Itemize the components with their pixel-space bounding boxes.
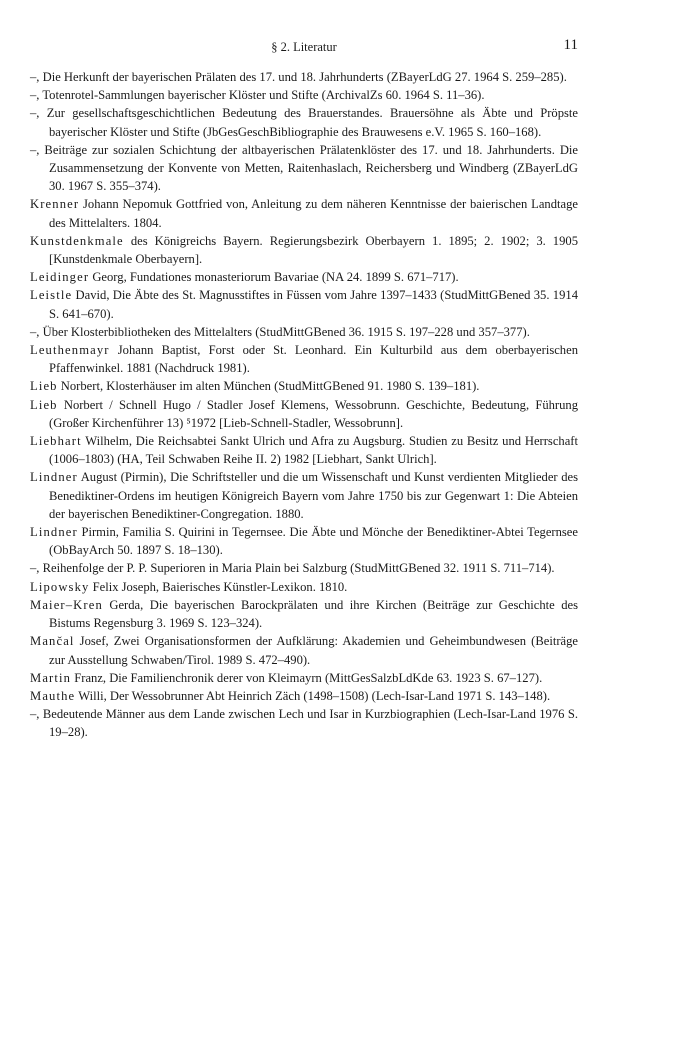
bibliography-entry xyxy=(30,596,578,632)
entry-text: Johann Baptist, Forst oder St. Leonhard. Ein Kulturbild aus dem oberbayerischen Pfaffenwinkel. 1881 (Nachdruck 1981). xyxy=(49,343,578,376)
entry-author: Martin xyxy=(30,670,72,685)
entry-author: Leuthenmayr xyxy=(30,343,110,358)
bibliography-entry xyxy=(30,323,578,341)
entry-text: –, Beiträge zur sozialen Schichtung der altbayerischen Prälatenklöster des 17. und 18. Jahrhunderts. Die Zusammensetzung der Konvente von Metten, Raitenhaslach, Reichersberg und Windberg (ZBayerLdG 30. 1967 S. 355–374). xyxy=(30,142,578,194)
bibliography-entry xyxy=(30,68,578,86)
entry-author: Lieb xyxy=(30,397,58,412)
entry-text: Franz, Die Familienchronik derer von Kleimayrn (MittGesSalzbLdKde 63. 1923 S. 67–127). xyxy=(71,670,543,685)
bibliography-entry xyxy=(30,432,578,468)
bibliography-entry xyxy=(30,104,578,140)
entry-text: August (Pirmin), Die Schriftsteller und die um Wissenschaft und Kunst verdienten Mitglieder des Benediktiner-Ordens im heutigen Königreich Bayern vom Jahre 1750 bis zur Gegenwart 1: Die Abteien der bayerischen Benediktiner-Congregation. 1880. xyxy=(49,470,578,521)
entry-author: Leistle xyxy=(30,288,73,303)
entry-text: Wilhelm, Die Reichsabtei Sankt Ulrich und Afra zu Augsburg. Studien zu Besitz und Herrschaft (1006–1803) (HA, Teil Schwaben Reihe II. 2) 1982 [Liebhart, Sankt Ulrich]. xyxy=(49,434,578,467)
entry-author: Kunstdenkmale xyxy=(30,233,124,248)
entry-text: David, Die Äbte des St. Magnusstiftes in Füssen vom Jahre 1397–1433 (StudMittGBened 35. 1914 S. 641–670). xyxy=(49,288,578,321)
bibliography-entry xyxy=(30,232,578,268)
entry-author: Lipowsky xyxy=(30,579,90,594)
bibliography-entry xyxy=(30,396,578,432)
running-head: § 2. Literatur xyxy=(271,40,337,54)
bibliography-entry xyxy=(30,341,578,377)
entry-text: des Königreichs Bayern. Regierungsbezirk Oberbayern 1. 1895; 2. 1902; 3. 1905 [Kunstdenkmale Oberbayern]. xyxy=(49,233,578,267)
entry-author: Liebhart xyxy=(30,434,82,449)
page-number: 11 xyxy=(563,37,578,53)
entry-author: Mauthe xyxy=(30,688,76,703)
entry-text: Josef, Zwei Organisationsformen der Aufklärung: Akademien und Geheimbundwesen (Beiträge zur Ausstellung Schwaben/Tirol. 1989 S. 472–490). xyxy=(49,634,578,667)
entry-text: –, Über Klosterbibliotheken des Mittelalters (StudMittGBened 36. 1915 S. 197–228 und 357–377). xyxy=(30,324,530,339)
bibliography-entry xyxy=(30,687,578,705)
bibliography-entry xyxy=(30,578,578,596)
entry-text: –, Totenrotel-Sammlungen bayerischer Klöster und Stifte (ArchivalZs 60. 1964 S. 11–36). xyxy=(30,88,485,103)
entry-author: Krenner xyxy=(30,197,80,212)
entry-text: –, Zur gesellschaftsgeschichtlichen Bedeutung des Brauerstandes. Brauersöhne als Äbte und Pröpste bayerischer Klöster und Stifte (JbGesGeschBibliographie des Brauwesens e.V. 1965 S. 160–168). xyxy=(30,106,578,139)
bibliography-entry xyxy=(30,669,578,687)
entry-text: Pirmin, Familia S. Quirini in Tegernsee. Die Äbte und Mönche der Benediktiner-Abtei Tegernsee (ObBayArch 50. 1897 S. 18–130). xyxy=(49,525,578,558)
bibliography-entry xyxy=(30,523,578,559)
entry-author: Leidinger xyxy=(30,270,90,285)
bibliography-entry xyxy=(30,632,578,668)
bibliography-entry xyxy=(30,468,578,523)
entry-author: Lindner xyxy=(30,470,78,485)
entry-author: Lindner xyxy=(30,525,78,540)
bibliography-entry xyxy=(30,286,578,322)
entry-author: Lieb xyxy=(30,379,58,394)
bibliography-entry xyxy=(30,268,578,286)
entry-text: Gerda, Die bayerischen Barockprälaten und ihre Kirchen (Beiträge zur Geschichte des Bistums Regensburg 3. 1969 S. 123–324). xyxy=(49,597,578,631)
entry-text: –, Reihenfolge der P. P. Superioren in Maria Plain bei Salzburg (StudMittGBened 32. 1911 S. 711–714). xyxy=(30,561,555,576)
entry-text: Johann Nepomuk Gottfried von, Anleitung zu dem näheren Kenntnisse der baierischen Landtage des Mittelalters. 1804. xyxy=(49,197,578,230)
entry-text: –, Die Herkunft der bayerischen Prälaten des 17. und 18. Jahrhunderts (ZBayerLdG 27. 1964 S. 259–285). xyxy=(30,70,567,84)
entry-text: –, Bedeutende Männer aus dem Lande zwischen Lech und Isar in Kurzbiographien (Lech-Isar-Land 1976 S. 19–28). xyxy=(30,707,578,740)
bibliography-entry xyxy=(30,141,578,196)
entry-text: Norbert / Schnell Hugo / Stadler Josef Klemens, Wessobrunn. Geschichte, Bedeutung, Führung (Großer Kirchenführer 13) ⁵1972 [Lieb-Schnell-Stadler, Wessobrunn]. xyxy=(49,397,578,430)
bibliography-entry xyxy=(30,705,578,741)
bibliography-list xyxy=(30,68,578,742)
entry-text: Norbert, Klosterhäuser im alten München (StudMittGBened 91. 1980 S. 139–181). xyxy=(57,379,480,394)
entry-author: Mančal xyxy=(30,634,75,649)
entry-text: Felix Joseph, Baierisches Künstler-Lexikon. 1810. xyxy=(89,579,348,594)
bibliography-entry xyxy=(30,195,578,231)
bibliography-entry xyxy=(30,559,578,577)
bibliography-entry xyxy=(30,377,578,395)
bibliography-entry xyxy=(30,86,578,104)
entry-author: Maier–Kren xyxy=(30,597,103,612)
entry-text: Willi, Der Wessobrunner Abt Heinrich Zäch (1498–1508) (Lech-Isar-Land 1971 S. 143–148). xyxy=(75,688,551,703)
entry-text: Georg, Fundationes monasteriorum Bavariae (NA 24. 1899 S. 671–717). xyxy=(89,270,459,285)
